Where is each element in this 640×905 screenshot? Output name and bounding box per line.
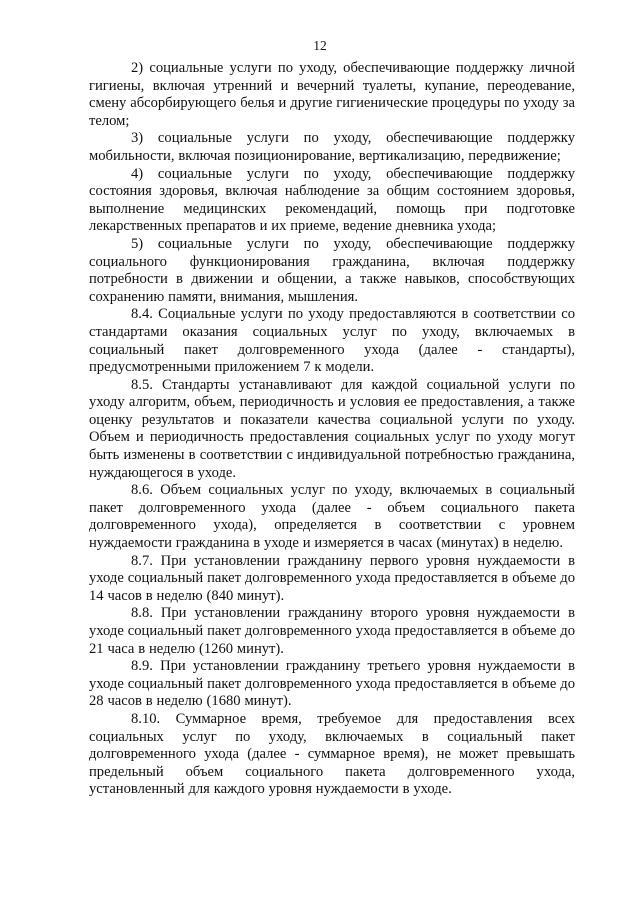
paragraph-item-2-hygiene: 2) социальные услуги по уходу, обеспечивающие поддержку личной гигиены, включая утренний и вечерний туалеты, купание, переодевание, смену абсорбирующего белья и другие гигиенические процедуры по уходу за телом; (89, 60, 575, 129)
paragraph-8-10: 8.10. Суммарное время, требуемое для предоставления всех социальных услуг по уходу, включаемых в социальный пакет долговременного ухода (далее - суммарное время), не может превышать предельный объем социального пакета долговременного ухода, установленный для каждого уровня нуждаемости в уходе. (89, 710, 575, 798)
page-number: 12 (313, 38, 327, 53)
paragraph-8-7: 8.7. При установлении гражданину первого уровня нуждаемости в уходе социальный пакет долговременного ухода предоставляется в объеме до 14 часов в неделю (840 минут). (89, 552, 575, 604)
paragraph-8-8: 8.8. При установлении гражданину второго уровня нуждаемости в уходе социальный пакет долговременного ухода предоставляется в объеме до 21 часа в неделю (1260 минут). (89, 605, 575, 657)
paragraph-item-4-health: 4) социальные услуги по уходу, обеспечивающие поддержку состояния здоровья, включая наблюдение за общим состоянием здоровья, выполнение медицинских рекомендаций, помощь при подготовке лекарственных препаратов и их приеме, ведение дневника ухода; (89, 165, 575, 235)
document-body (89, 60, 575, 799)
paragraph-8-9: 8.9. При установлении гражданину третьего уровня нуждаемости в уходе социальный пакет долговременного ухода предоставляется в объеме до 28 часов в неделю (1680 минут). (89, 658, 575, 710)
paragraph-item-5-social-functioning: 5) социальные услуги по уходу, обеспечивающие поддержку социального функционирования гражданина, включая поддержку потребности в движении и общении, а также навыков, способствующих сохранению памяти, внимания, мышления. (89, 235, 575, 305)
paragraph-8-4: 8.4. Социальные услуги по уходу предоставляются в соответствии со стандартами оказания социальных услуг по уходу, включаемых в социальный пакет долговременного ухода (далее - стандарты), предусмотренными приложением 7 к модели. (89, 306, 575, 376)
paragraph-8-5: 8.5. Стандарты устанавливают для каждой социальной услуги по уходу алгоритм, объем, периодичность и условия ее предоставления, а также оценку результатов и показатели качества социальной услуги по уходу. Объем и периодичность предоставления социальных услуг по уходу могут быть изменены в соответствии с индивидуальной потребностью гражданина, нуждающегося в уходе. (89, 376, 575, 481)
paragraph-8-6: 8.6. Объем социальных услуг по уходу, включаемых в социальный пакет долговременного ухода (далее - объем социального пакета долговременного ухода), определяется в соответствии с уровнем нуждаемости гражданина в уходе и измеряется в часах (минутах) в неделю. (89, 482, 575, 552)
paragraph-item-3-mobility: 3) социальные услуги по уходу, обеспечивающие поддержку мобильности, включая позиционирование, вертикализацию, передвижение; (89, 130, 575, 164)
